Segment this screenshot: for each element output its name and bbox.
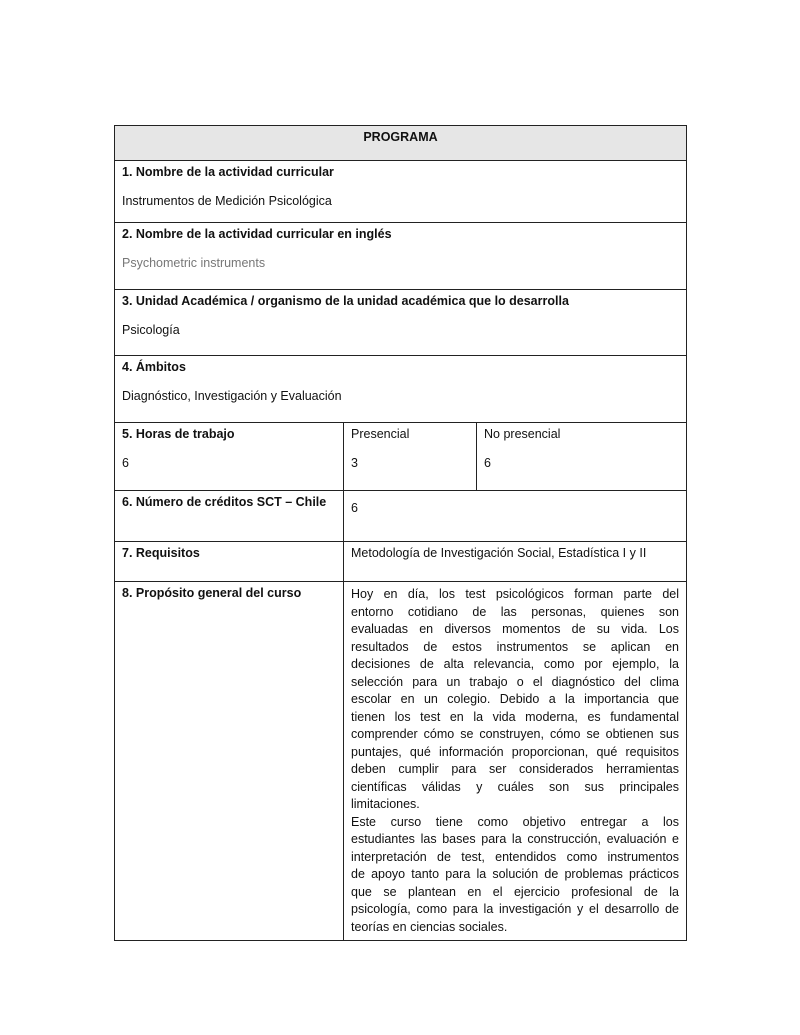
purpose-line: interpretación de test, entendidos como instrumentos xyxy=(351,849,680,864)
total-hours: 6 xyxy=(122,456,129,470)
purpose-line: científicas válidas y cuáles son sus principales xyxy=(351,779,680,794)
requirements-value: Metodología de Investigación Social, Estadística I y II xyxy=(344,542,687,582)
presencial-label: Presencial xyxy=(351,427,410,441)
purpose-line: de apoyo tanto para la solución de problemas prácticos xyxy=(351,867,680,881)
row-label: 2. Nombre de la actividad curricular en inglés xyxy=(122,227,392,241)
purpose-line: psicología, como para la investigación y el desarrollo de xyxy=(351,902,680,916)
purpose-line: teorías en ciencias sociales. xyxy=(351,919,508,934)
no-presencial-label: No presencial xyxy=(484,427,561,441)
purpose-line: evaluadas en diversos momentos de su vida. Los xyxy=(351,622,680,636)
table-title: PROGRAMA xyxy=(115,126,687,161)
purpose-line: escolar en un colegio. Debido a la importancia que xyxy=(351,692,680,706)
credits-value xyxy=(344,491,687,542)
purpose-line: comprender cómo se construyen, cómo se obtienen sus xyxy=(351,727,680,741)
purpose-line: resultados de estos instrumentos se aplican en xyxy=(351,639,680,654)
purpose-line: tienen los test en la vida moderna, es fundamental xyxy=(351,709,680,724)
purpose-line: limitaciones. xyxy=(351,797,420,811)
row-label: 4. Ámbitos xyxy=(122,360,186,374)
row-label: 1. Nombre de la actividad curricular xyxy=(122,165,334,179)
no-presencial-cell xyxy=(477,423,687,491)
purpose-line: que se plantean en el ejercicio profesional de la xyxy=(351,884,680,899)
purpose-line: estudiantes las bases para la construcción, evaluación e xyxy=(351,832,680,846)
purpose-line: deben cumplir para ser considerados herramientas xyxy=(351,762,680,776)
purpose-line: decisiones de alta relevancia, como por ejemplo, la xyxy=(351,657,680,671)
purpose-line: selección para un trabajo o el diagnóstico del clima xyxy=(351,674,680,689)
presencial-cell xyxy=(344,423,477,491)
purpose-text xyxy=(344,582,687,941)
purpose-line: Hoy en día, los test psicológicos forman parte del xyxy=(351,587,680,601)
row-value: Diagnóstico, Investigación y Evaluación xyxy=(122,389,342,403)
row-course-name-english xyxy=(115,223,687,290)
row-label: 5. Horas de trabajo xyxy=(122,427,235,441)
requirements-label: 7. Requisitos xyxy=(115,542,344,582)
purpose-line: Este curso tiene como objetivo entregar a los xyxy=(351,814,680,829)
purpose-line: entorno cotidiano de las personas, quienes son xyxy=(351,604,680,619)
row-value: Psicología xyxy=(122,323,180,337)
row-value: Psychometric instruments xyxy=(122,256,266,270)
no-presencial-hours: 6 xyxy=(484,456,491,470)
purpose-label: 8. Propósito general del curso xyxy=(115,582,344,941)
program-table xyxy=(114,125,687,941)
row-course-name xyxy=(115,161,687,223)
work-hours-cell xyxy=(115,423,344,491)
credits-number: 6 xyxy=(351,501,358,515)
row-academic-unit xyxy=(115,290,687,356)
row-label: 3. Unidad Académica / organismo de la unidad académica que lo desarrolla xyxy=(122,294,569,308)
row-scopes xyxy=(115,356,687,423)
purpose-line: puntajes, qué información proporcionan, qué requisitos xyxy=(351,744,680,759)
row-value: Instrumentos de Medición Psicológica xyxy=(122,194,332,208)
credits-label: 6. Número de créditos SCT – Chile xyxy=(115,491,344,542)
presencial-hours: 3 xyxy=(351,456,358,470)
